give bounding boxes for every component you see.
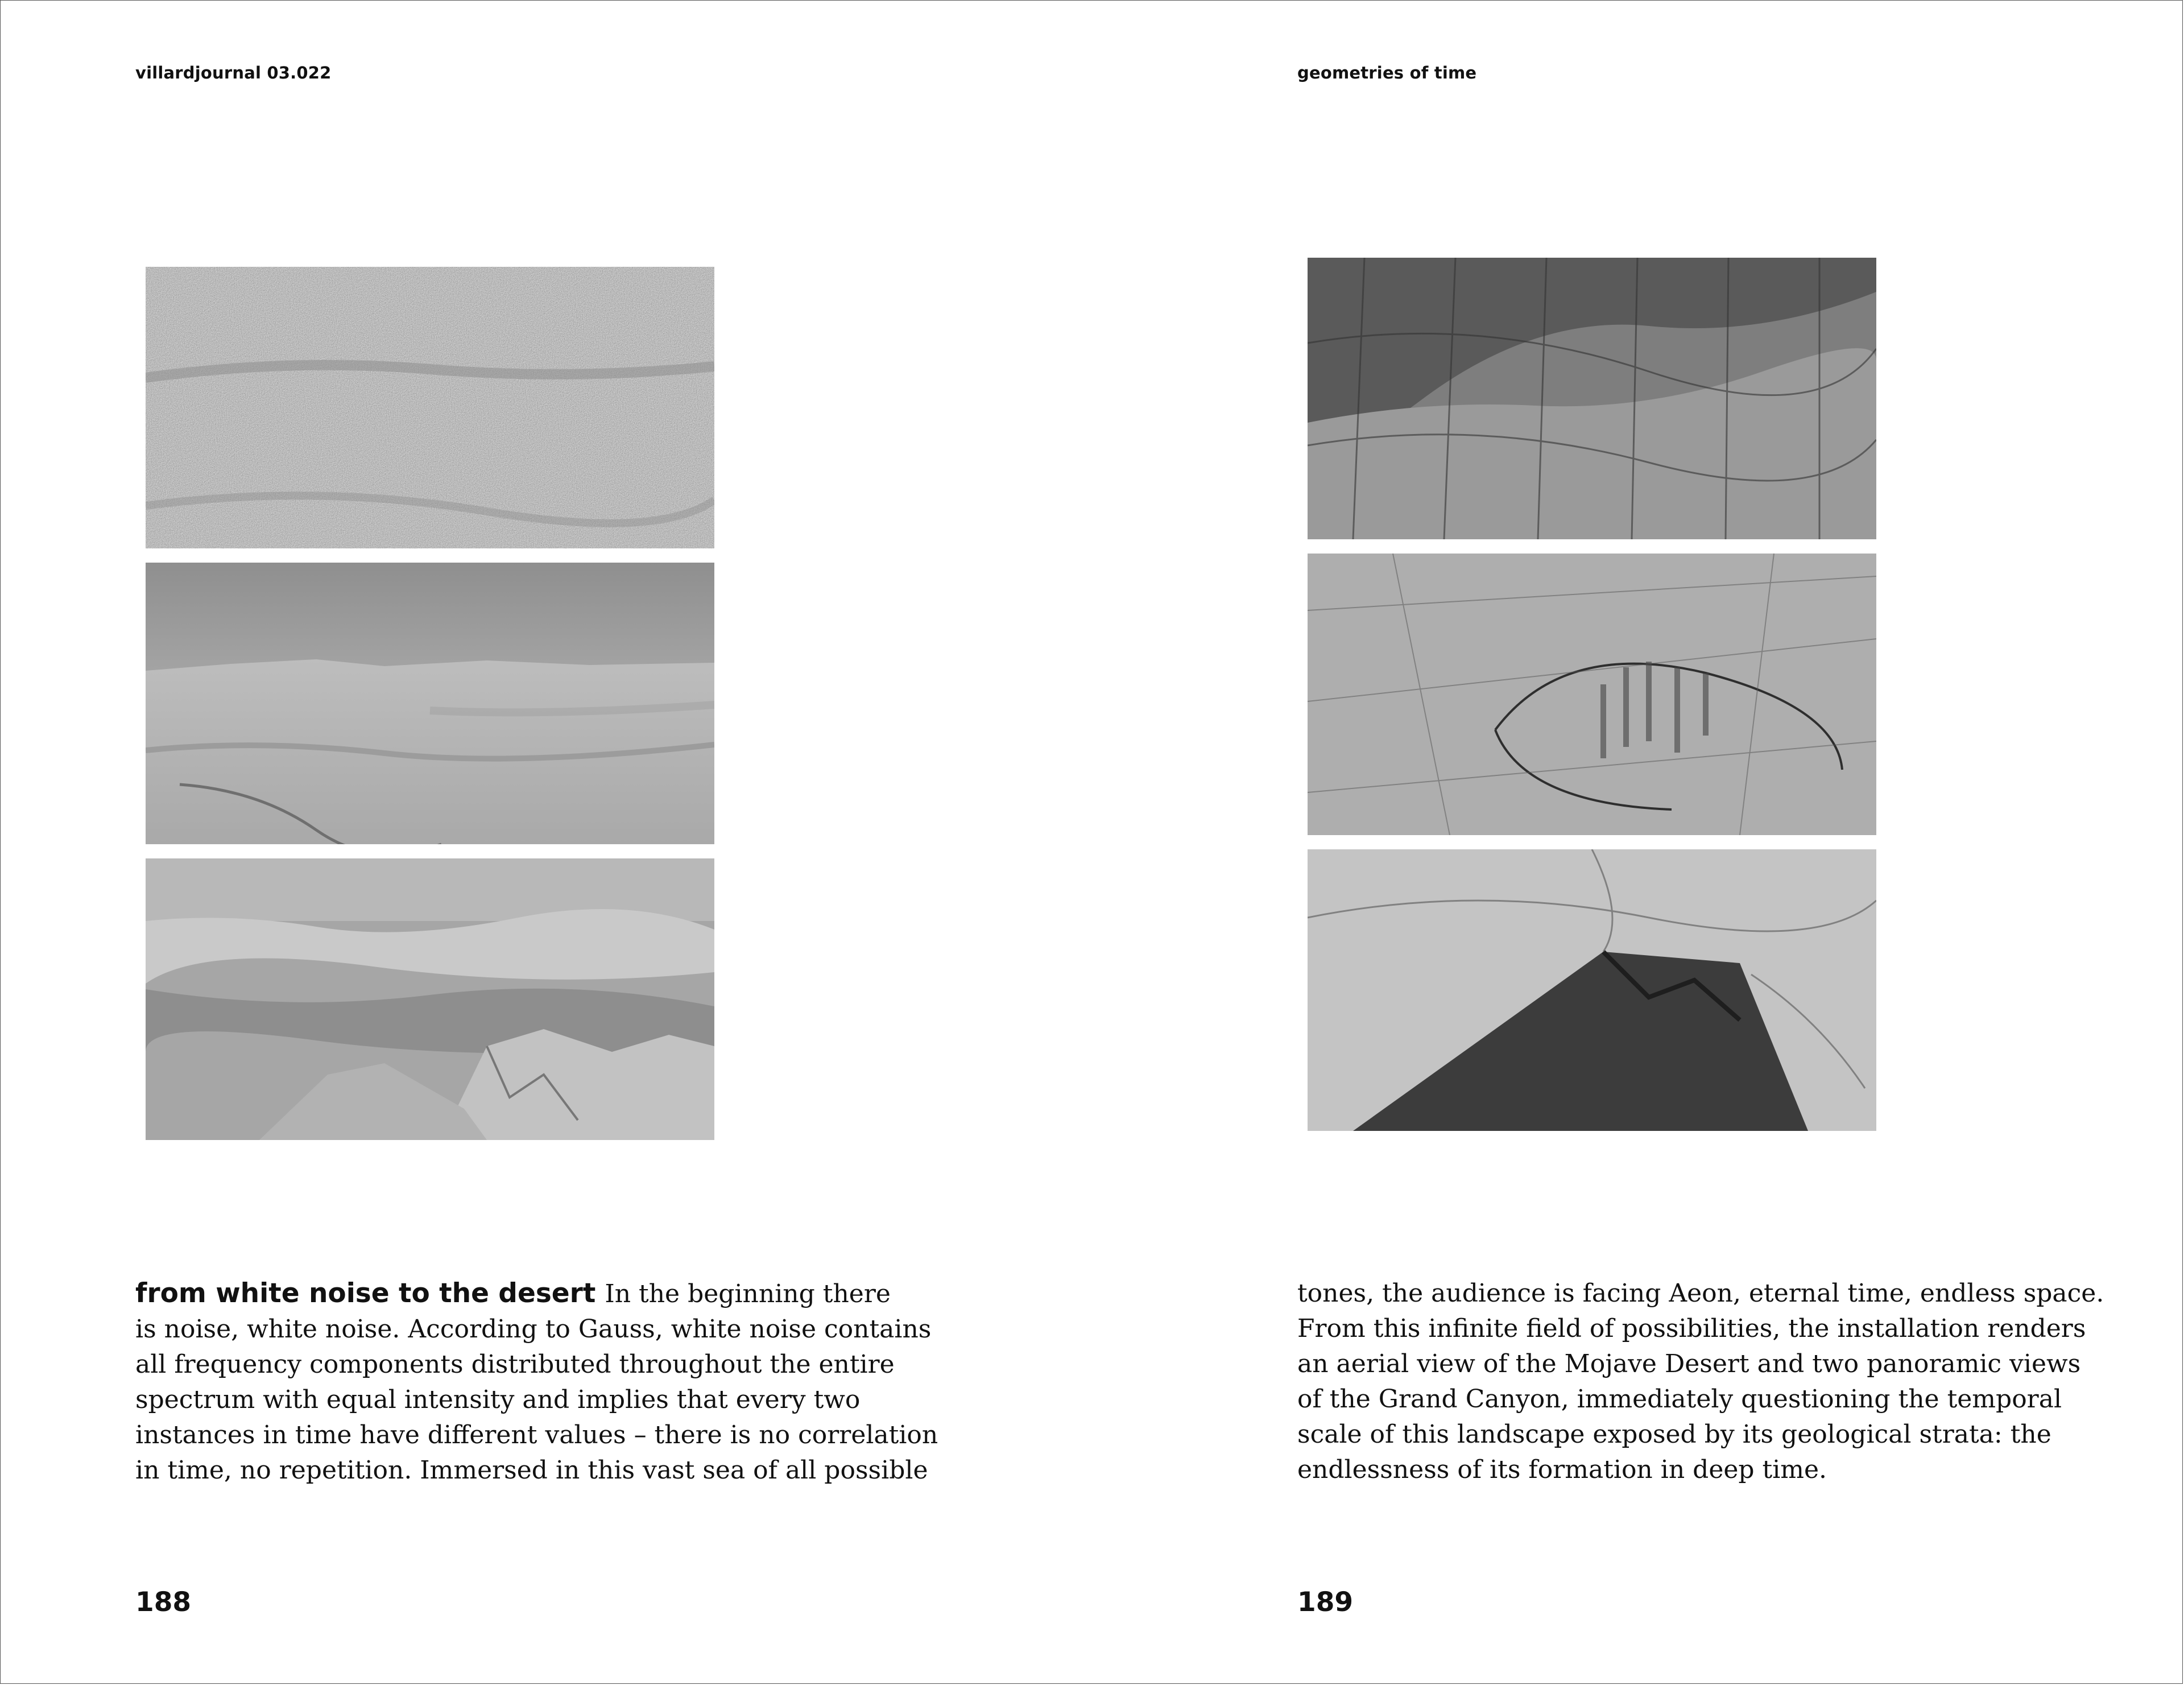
text-line: scale of this landscape exposed by its geological strata: the (1297, 1420, 2051, 1449)
canyon-drawing-overlay-icon (1308, 849, 1876, 1131)
text-line: from white noise to the desert In the beginning there (135, 1278, 891, 1309)
mojave-desert-aerial-icon (146, 563, 714, 844)
contour-map-overlay-icon (1308, 258, 1876, 539)
text-line: endlessness of its formation in deep time. (1297, 1455, 1827, 1484)
text-line: From this infinite field of possibilities, the installation renders (1297, 1314, 2086, 1343)
grand-canyon-panorama-icon (146, 858, 714, 1140)
figure-desert-plan (1308, 554, 1876, 835)
text-line: in time, no repetition. Immersed in this vast sea of all possible (135, 1456, 928, 1485)
text-line: of the Grand Canyon, immediately questioning the temporal (1297, 1385, 2062, 1414)
figure-grand-canyon (146, 858, 714, 1140)
section-heading: from white noise to the desert (135, 1278, 596, 1309)
figure-mojave-desert (146, 563, 714, 844)
left-body-text (135, 1276, 938, 1488)
right-running-header: geometries of time (1297, 63, 1477, 82)
figure-white-noise (146, 267, 714, 548)
text-line: instances in time have different values – there is no correlation (135, 1420, 938, 1449)
text-line: an aerial view of the Mojave Desert and two panoramic views (1297, 1349, 2081, 1378)
text-line: tones, the audience is facing Aeon, eternal time, endless space. (1297, 1279, 2104, 1308)
desert-plan-drawing-icon (1308, 554, 1876, 835)
left-page-number: 188 (135, 1587, 192, 1618)
left-running-header: villardjournal 03.022 (135, 63, 332, 82)
right-page-number: 189 (1297, 1587, 1354, 1618)
figure-canyon-drawing (1308, 849, 1876, 1131)
figure-contour-map (1308, 258, 1876, 539)
right-body-text (1297, 1276, 2104, 1488)
white-noise-landscape-icon (146, 267, 714, 548)
text-line: is noise, white noise. According to Gauss, white noise contains (135, 1315, 932, 1344)
text-line: spectrum with equal intensity and implies that every two (135, 1385, 861, 1414)
text-line: all frequency components distributed throughout the entire (135, 1350, 895, 1379)
